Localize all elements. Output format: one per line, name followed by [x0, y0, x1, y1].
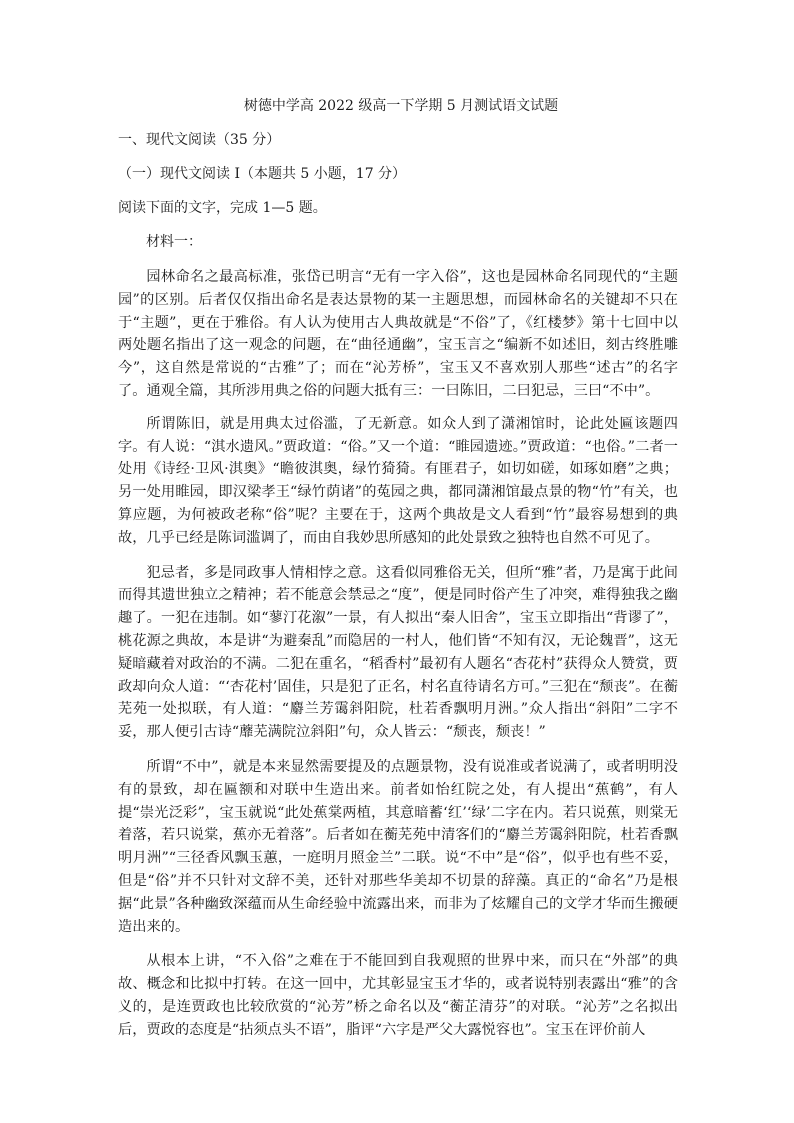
- paragraph-intro: 园林命名之最高标准，张岱已明言“无有一字入俗”，这也是园林命名同现代的“主题园”的区别。后者仅仅指出命名是表达景物的某一主题思想，而园林命名的关键却不只在于“主题”，更在于雅俗。有人认为使用古人典故就是“不俗”了，《红楼梦》第十七回中以两处题名指出了这一观念的问题，在“曲径通幽”，宝玉言之“编新不如述旧，刻古终胜雕今”，这自然是常说的“古雅”了；而在“沁芳桥”，宝玉又不喜欢别人那些“述古”的名字了。通观全篇，其所涉用典之俗的问题大抵有三：一曰陈旧，二曰犯忌，三曰“不中”。: [118, 269, 678, 399]
- reading-instruction: 阅读下面的文字，完成 1—5 题。: [118, 200, 327, 216]
- material-label: 材料一：: [146, 234, 202, 250]
- page-title: 树德中学高 2022 级高一下学期 5 月测试语文试题: [243, 98, 559, 114]
- subsection-heading: （一）现代文阅读 I（本题共 5 小题，17 分）: [118, 166, 407, 182]
- paragraph-not-apt: 所谓“不中”，就是本来显然需要提及的点题景物，没有说准或者说满了，或者明明没有的景致，却在匾额和对联中生造出来。前者如怡红院之处，有人提出“蕉鹤”，有人提“崇光泛彩”，宝玉就说“此处蕉棠两植，其意暗蓄‘红’‘绿’二字在内。若只说蕉，则棠无着落，若只说棠，蕉亦无着落”。后者如在蘅芜苑中清客们的“麝兰芳霭斜阳院，杜若香飘明月洲”“三径香风飘玉蕙，一庭明月照金兰”二联。说“不中”是“俗”，似乎也有些不妥，但是“俗”并不只针对文辞不美，还针对那些华美却不切景的辞藻。真正的“命名”乃是根据“此景”各种幽致深蕴而从生命经验中流露出来，而非为了炫耀自己的文学才华而生搬硬造出来的。: [118, 758, 678, 935]
- paragraph-taboo: 犯忌者，多是同政事人情相悖之意。这看似同雅俗无关，但所“雅”者，乃是寓于此间而得其遗世独立之精神；若不能意会禁忌之“度”，便是同时俗产生了冲突，难得独我之幽趣了。一犯在违制。如“蓼汀花溆”一景，有人拟出“秦人旧舍”，宝玉立即指出“背谬了”，桃花源之典故，本是讲“为避秦乱”而隐居的一村人，他们皆“不知有汉，无论魏晋”，这无疑暗藏着对政治的不满。二犯在重名，“稻香村”最初有人题名“杏花村”获得众人赞赏，贾政却向众人道：“‘杏花村’固佳，只是犯了正名，村名直待请名方可。”三犯在“颓丧”。在蘅芜苑一处拟联，有人道：“麝兰芳霭斜阳院，杜若香飘明月洲。”众人指出“斜阳”二字不妥，那人便引古诗“蘼芜满院泣斜阳”句，众人皆云：“颓丧，颓丧！”: [118, 564, 678, 741]
- paragraph-outdated: 所谓陈旧，就是用典太过俗滥，了无新意。如众人到了潇湘馆时，论此处匾该题四字。有人说：“淇水遗风。”贾政道：“俗。”又一个道：“睢园遗迹。”贾政道：“也俗。”二者一处用《诗经·卫风·淇奥》“瞻彼淇奥，绿竹猗猗。有匪君子，如切如磋，如琢如磨”之典；另一处用睢园，即汉梁孝王“绿竹荫诸”的菟园之典，都同潇湘馆最点景的物“竹”有关，也算应题，为何被政老称“俗”呢？主要在于，这两个典故是文人看到“竹”最容易想到的典故，几乎已经是陈词滥调了，而由自我妙思所感知的此处景致之独特也自然不可见了。: [118, 415, 678, 546]
- paragraph-conclusion: 从根本上讲，“不入俗”之难在于不能回到自我观照的世界中来，而只在“外部”的典故、概念和比拟中打转。在这一回中，尤其彰显宝玉才华的，或者说特别表露出“雅”的含义的，是连贾政也比较欣赏的“沁芳”桥之命名以及“蘅芷清芬”的对联。“沁芳”之名拟出后，贾政的态度是“拈须点头不语”，脂评“六字是严父大露悦容也”。宝玉在评价前人: [118, 953, 678, 1038]
- section-heading: 一、现代文阅读（35 分）: [118, 132, 281, 148]
